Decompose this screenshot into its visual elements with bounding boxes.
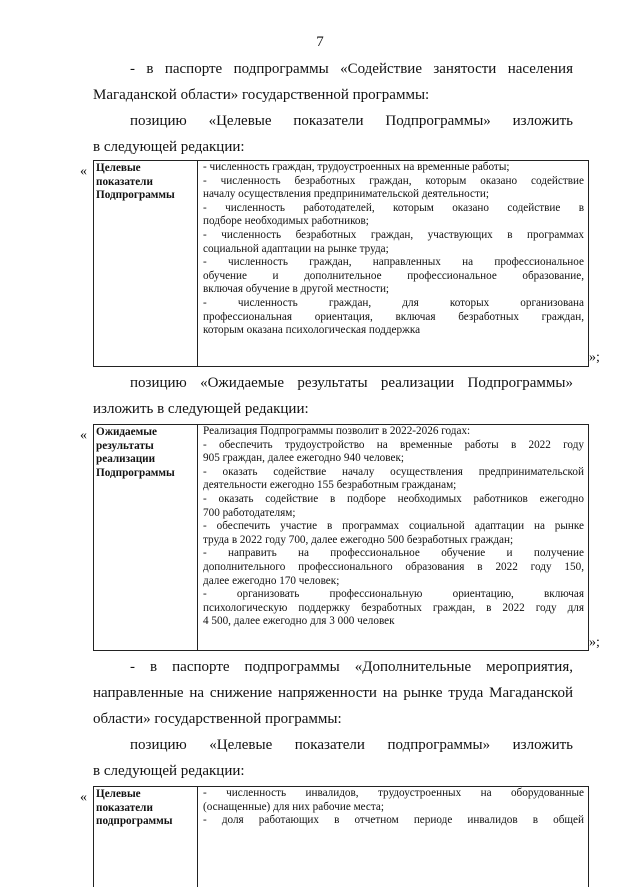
- section2-position: [93, 370, 573, 422]
- content-line: - организовать профессиональную ориентацию, включая: [203, 588, 584, 601]
- label-line: показатели: [96, 801, 153, 814]
- content-line: - численность работодателей, которым оказано содействие в: [203, 201, 584, 214]
- text-line: позицию «Целевые показатели подпрограммы» изложить: [130, 737, 573, 753]
- text-line: в следующей редакции:: [93, 763, 245, 779]
- content-line: профессиональная ориентация, включая безработных граждан,: [203, 310, 584, 323]
- close-quote: »;: [589, 350, 600, 365]
- results-table: [93, 424, 589, 651]
- content-line: социальной адаптации на рынке труда;: [203, 242, 389, 255]
- content-line: дополнительного профессионального образования в 2022 году 150,: [203, 560, 584, 573]
- content-line: 4 500, далее ежегодно для 3 000 человек: [203, 615, 395, 628]
- content-line: - численность граждан, направленных на профессиональное: [203, 256, 584, 269]
- section3-intro: [93, 654, 573, 732]
- row-content: [198, 425, 588, 650]
- row-label: [94, 161, 198, 366]
- text-line: области» государственной программы:: [93, 711, 342, 727]
- text-line: Магаданской области» государственной программы:: [93, 87, 430, 103]
- content-line: труда в 2022 году 700, далее ежегодно 500 безработных граждан;: [203, 533, 514, 546]
- content-line: (оснащенные) для них рабочие места;: [203, 800, 384, 813]
- label-line: реализации: [96, 453, 156, 466]
- content-line: 905 граждан, далее ежегодно 940 человек;: [203, 452, 404, 465]
- content-line: - оказать содействие началу осуществления предпринимательской: [203, 465, 584, 478]
- label-line: подпрограммы: [96, 815, 173, 828]
- content-line: - численность безработных граждан, участвующих в программах: [203, 228, 584, 241]
- content-line: - доля работающих в отчетном периоде инвалидов в общей: [203, 814, 584, 827]
- content-line: - численность граждан, для которых организована: [203, 296, 584, 309]
- text-line: позицию «Целевые показатели Подпрограммы» изложить: [130, 113, 573, 129]
- content-line: - обеспечить трудоустройство на временные работы в 2022 году: [203, 438, 584, 451]
- label-line: Ожидаемые: [96, 426, 157, 438]
- content-line: обучение и дополнительное профессиональное образование,: [203, 269, 584, 282]
- page-number: 7: [316, 34, 324, 50]
- text-line: направленные на снижение напряженности на рынке труда Магаданской: [93, 685, 573, 701]
- content-line: подборе необходимых работников;: [203, 215, 369, 228]
- label-line: Целевые: [96, 788, 141, 800]
- text-line: в следующей редакции:: [93, 139, 245, 155]
- open-quote: «: [80, 164, 87, 179]
- text-line: изложить в следующей редакции:: [93, 401, 309, 417]
- content-line: - численность инвалидов, трудоустроенных на оборудованные: [203, 787, 584, 799]
- label-line: Подпрограммы: [96, 466, 175, 479]
- row-label: [94, 425, 198, 650]
- row-label: [94, 787, 198, 887]
- content-line: - обеспечить участие в программах социальной адаптации на рынке: [203, 520, 584, 533]
- section1-intro: [93, 56, 573, 108]
- content-line: - численность безработных граждан, которым оказано содействие: [203, 174, 584, 187]
- section1-position: [93, 108, 573, 160]
- content-line: которым оказана психологическая поддержка: [203, 324, 421, 337]
- label-line: Подпрограммы: [96, 189, 175, 202]
- row-content: [198, 787, 588, 887]
- open-quote: «: [80, 790, 87, 805]
- content-line: - оказать содействие в подборе необходимых работников ежегодно: [203, 492, 584, 505]
- text-line: - в паспорте подпрограммы «Дополнительные мероприятия,: [130, 659, 573, 675]
- row-content: [198, 161, 588, 366]
- label-line: Целевые: [96, 162, 141, 174]
- content-line: началу осуществления предпринимательской деятельности;: [203, 188, 489, 201]
- targets-table-2: [93, 786, 589, 887]
- content-line: далее ежегодно 170 человек;: [203, 574, 340, 587]
- close-quote: »;: [589, 635, 600, 650]
- content-line: включая обучение в другой местности;: [203, 283, 390, 296]
- content-line: деятельности ежегодно 155 безработным гражданам;: [203, 479, 457, 492]
- content-line: Реализация Подпрограммы позволит в 2022-2026 годах:: [203, 425, 471, 437]
- open-quote: «: [80, 428, 87, 443]
- targets-table-1: [93, 160, 589, 367]
- content-line: 700 работодателям;: [203, 506, 296, 519]
- label-line: результаты: [96, 439, 154, 452]
- text-line: позицию «Ожидаемые результаты реализации Подпрограммы»: [130, 375, 573, 391]
- content-line: - направить на профессиональное обучение и получение: [203, 547, 584, 560]
- text-line: - в паспорте подпрограммы «Содействие занятости населения: [130, 61, 573, 77]
- section3-position: [93, 732, 573, 784]
- content-line: психологическую поддержку безработных граждан, в 2022 году для: [203, 601, 584, 614]
- content-line: - численность граждан, трудоустроенных на временные работы;: [203, 161, 510, 173]
- label-line: показатели: [96, 175, 153, 188]
